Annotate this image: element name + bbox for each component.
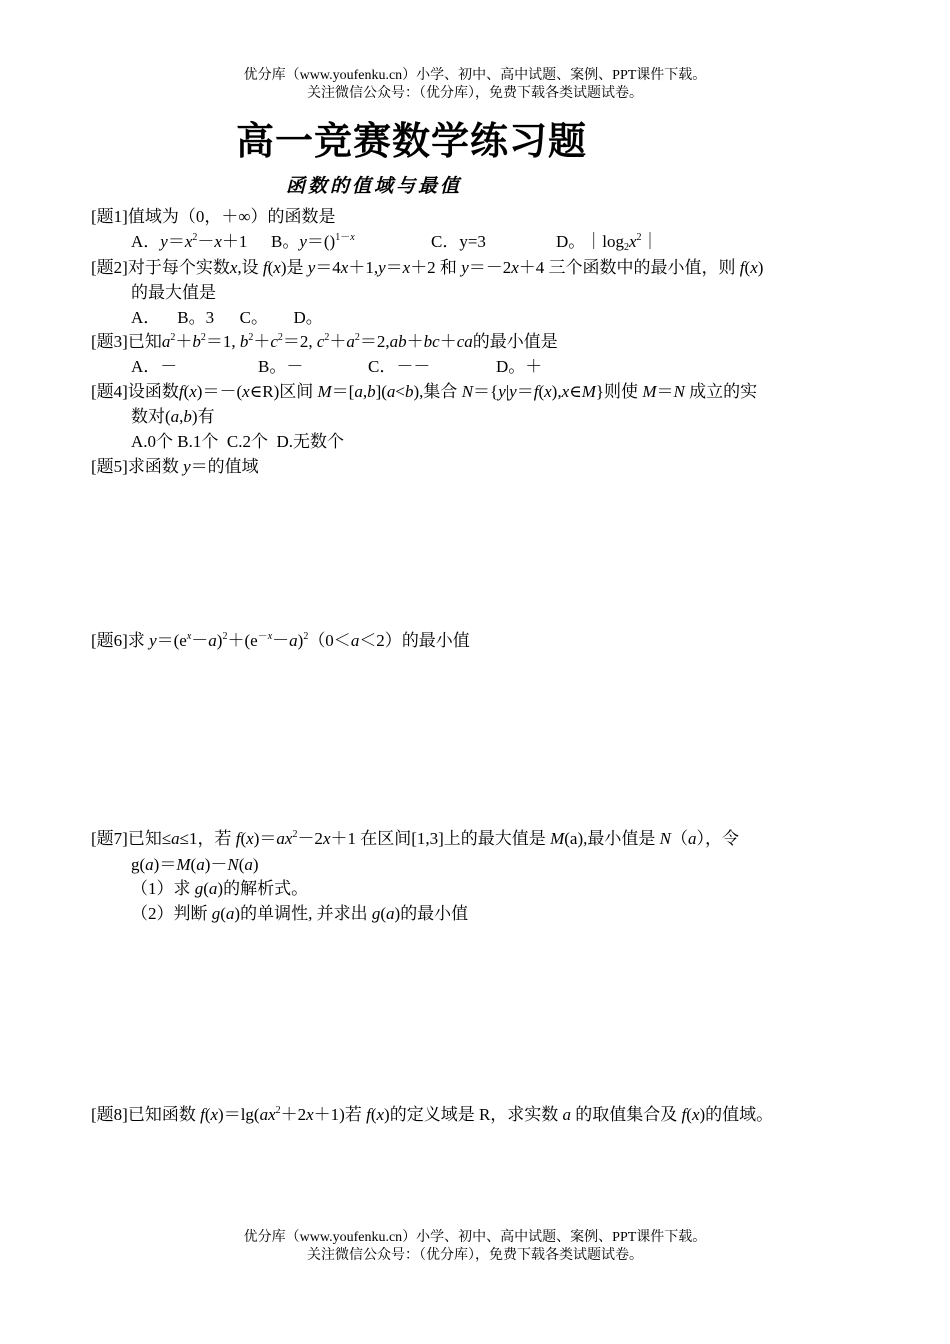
question-8-stem: [题8]已知函数 $f(x)=\lg(ax^2+2x+1)$若 f(x)的定义域是 R，求实数 a 的取值集合及 f(x)的值域。 <box>91 1105 774 1124</box>
footer-line-1: 优分库（www.youfenku.cn）小学、初中、高中试题、案例、PPT课件下载。 <box>243 1230 707 1245</box>
question-7-part-1: （1）求 g(a)的解析式。 <box>131 879 309 898</box>
question-5-stem: [题5]求函数 y＝的值域 <box>91 457 259 476</box>
question-4-options: A.0个 B.1个 C.2个 D.无数个 <box>131 432 344 451</box>
header-line-2: 关注微信公众号：（优分库），免费下载各类试题试卷。 <box>307 86 643 101</box>
page-title: 高一竞赛数学练习题 <box>236 119 588 163</box>
question-2-options: A． B。3 C。 D。 <box>131 308 323 327</box>
question-2-stem: [题2]对于每个实数x,设 f(x)是 y＝4x＋1,y＝x＋2 和 y＝－2x＋4 三个函数中的最小值，则 f(x) <box>91 258 764 277</box>
question-4-stem: [题4]设函数f(x)＝－(x∈R)区间 M＝[a,b](a<b),集合 N＝{y|y＝f(x),x∈M}则使 M＝N 成立的实 <box>91 382 758 401</box>
header-line-1: 优分库（www.youfenku.cn）小学、初中、高中试题、案例、PPT课件下载。 <box>243 68 707 83</box>
page-subtitle: 函数的值域与最值 <box>286 175 463 197</box>
question-4-stem-cont: 数对(a,b)有 <box>131 407 215 426</box>
question-6-stem: [题6]求 $y=(e^x-a)^2+(e^{-x}-a)^2(0<a<2)$的最小值 <box>91 631 470 650</box>
question-7-part-2: （2）判断 g(a)的单调性, 并求出 g(a)的最小值 <box>131 904 469 923</box>
question-7-stem: [题7]已知≤a≤1，若 $f(x)=ax^2-2x+1$ 在区间[1,3]上的最大值是 M(a),最小值是 N（a），令 <box>91 829 739 848</box>
question-3-options: A．－ B。－ C．－－ D。＋ <box>131 357 543 376</box>
footer-line-2: 关注微信公众号：（优分库），免费下载各类试题试卷。 <box>307 1248 643 1263</box>
question-3-stem: [题3]已知$a^2+b^2=1$, $b^2+c^2=2$, $c^2+a^2=2,ab+bc+ca$的最小值是 <box>91 332 558 351</box>
question-7-stem-cont: g(a)＝M(a)－N(a) <box>131 855 259 874</box>
question-1-options: A．$y=x^2-x+1$ B。y＝()$^{1-x}$ C．y=3 D。$|\log_2x^2|$ <box>131 232 659 253</box>
question-2-stem-cont: 的最大值是 <box>131 283 216 302</box>
question-1-stem: [题1]值域为（0，＋∞）的函数是 <box>91 207 336 226</box>
